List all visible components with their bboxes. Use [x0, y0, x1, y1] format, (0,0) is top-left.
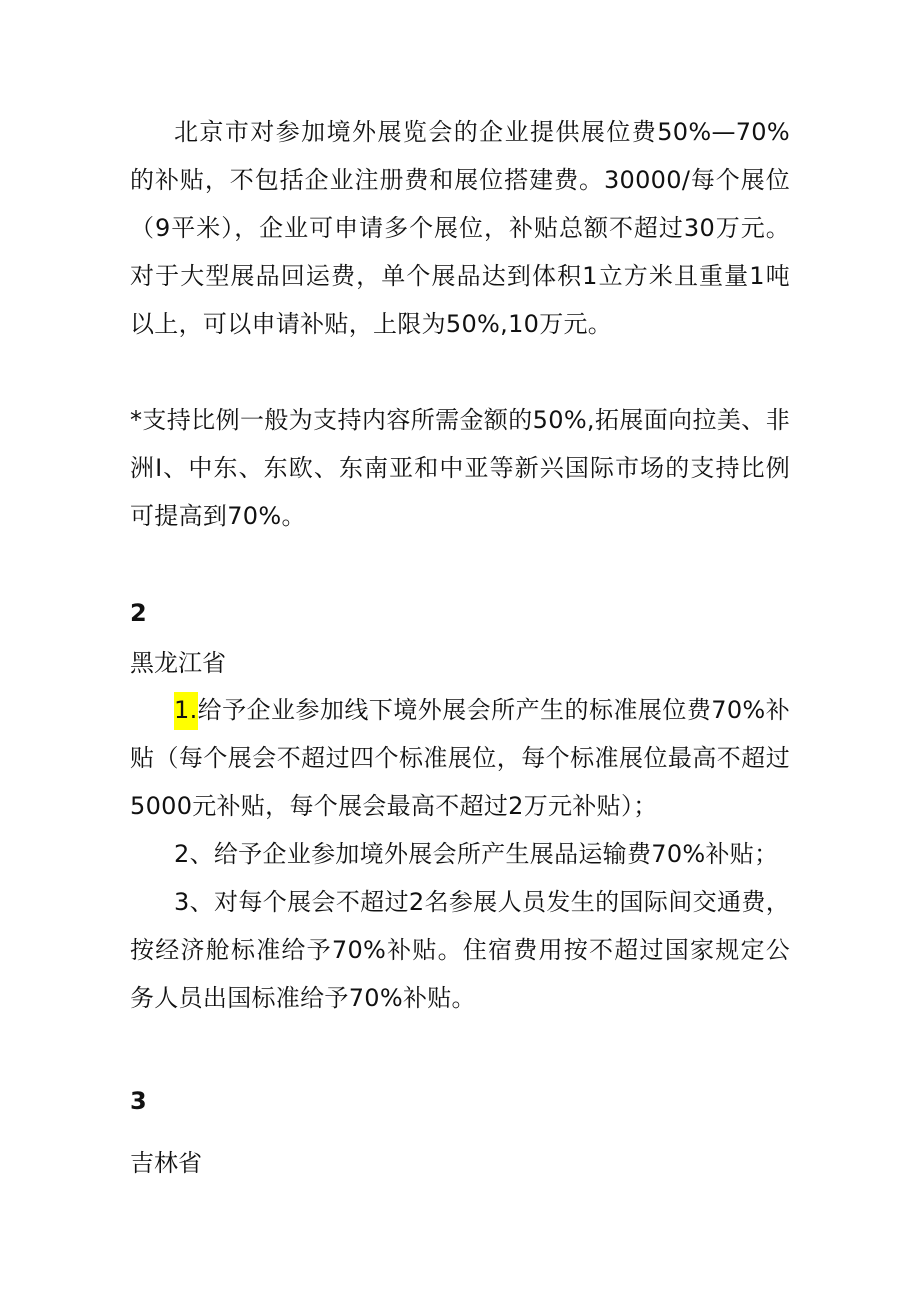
province-heading-jilin: 吉林省	[130, 1149, 202, 1177]
beijing-paragraph: 北京市对参加境外展览会的企业提供展位费50%—70%的补贴，不包括企业注册费和展位搭建费。30000/每个展位（9平米），企业可申请多个展位，补贴总额不超过30万元。对于大型展品回运费，单个展品达到体积1立方米且重量1吨以上，可以申请补贴，上限为50%,10万元。	[130, 118, 790, 338]
section-number-2: 2	[130, 599, 147, 627]
section-number-3: 3	[130, 1087, 147, 1115]
province-heading-heilongjiang: 黑龙江省	[130, 649, 226, 677]
heilongjiang-item-1-text: 给予企业参加线下境外展会所产生的标准展位费70%补贴（每个展会不超过四个标准展位，每个标准展位最高不超过5000元补贴，每个展会最高不超过2万元补贴）；	[130, 696, 790, 820]
support-ratio-note: *支持比例一般为支持内容所需金额的50%,拓展面向拉美、非洲I、中东、东欧、东南亚和中亚等新兴国际市场的支持比例可提高到70%。	[130, 406, 790, 530]
heilongjiang-item-1	[130, 686, 790, 830]
heilongjiang-item-2: 2、给予企业参加境外展会所产生展品运输费70%补贴；	[174, 840, 779, 868]
heilongjiang-item-3: 3、对每个展会不超过2名参展人员发生的国际间交通费，按经济舱标准给予70%补贴。住宿费用按不超过国家规定公务人员出国标准给予70%补贴。	[130, 888, 790, 1012]
highlighted-list-marker: 1.	[174, 692, 198, 730]
